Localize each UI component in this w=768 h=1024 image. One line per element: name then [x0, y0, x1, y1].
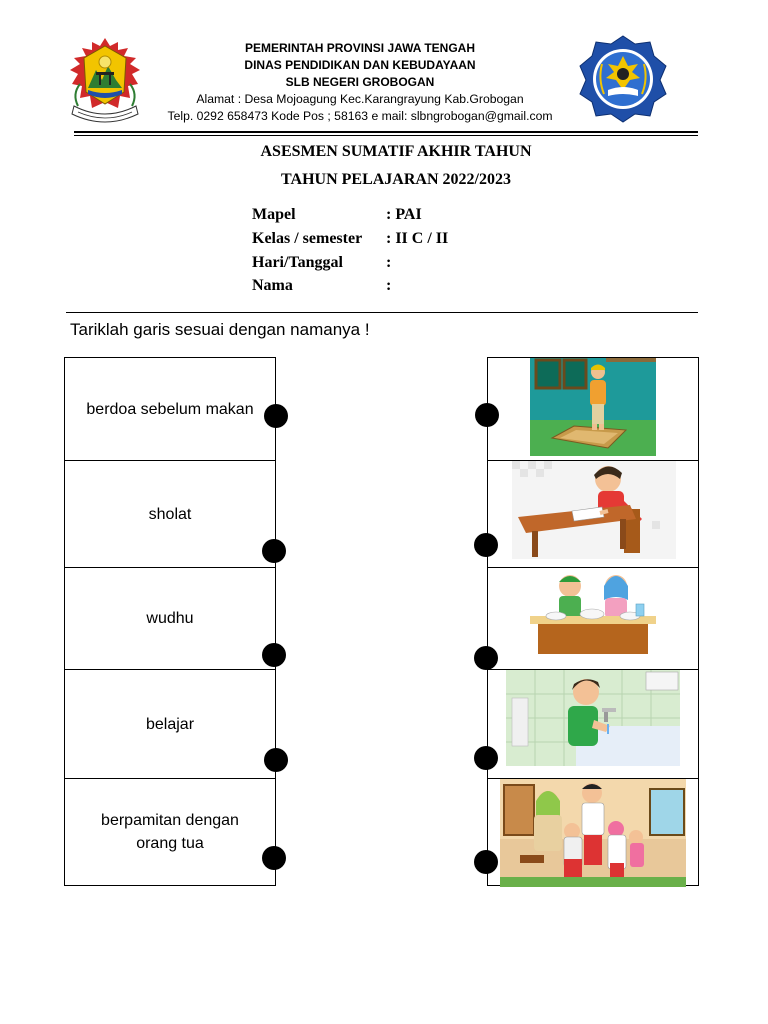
info-row-date — [252, 254, 552, 276]
government-name: PEMERINTAH PROVINSI JAWA TENGAH — [244, 41, 476, 55]
central-java-emblem-icon — [66, 36, 144, 128]
right-connector-dot[interactable] — [474, 850, 498, 874]
right-connector-dot[interactable] — [474, 746, 498, 770]
right-item-box — [487, 567, 699, 670]
info-label: Nama — [252, 277, 293, 294]
studying-boy-illustration-icon — [512, 461, 676, 559]
right-connector-dot[interactable] — [474, 533, 498, 557]
info-label: Hari/Tanggal — [252, 254, 343, 271]
right-item-box — [487, 357, 699, 461]
right-item-box — [487, 460, 699, 568]
left-item-label: sholat — [148, 505, 192, 523]
left-item-label: berdoa sebelum makan — [86, 400, 254, 418]
letterhead-text — [150, 40, 570, 125]
children-praying-before-meal-illustration-icon — [530, 570, 656, 660]
left-item-label: wudhu — [146, 610, 194, 627]
letterhead — [0, 0, 768, 140]
school-name: SLB NEGERI GROBOGAN — [285, 75, 435, 89]
left-connector-dot[interactable] — [262, 846, 286, 870]
education-emblem-icon — [578, 34, 668, 124]
children-saying-goodbye-to-parents-illustration-icon — [500, 779, 686, 887]
left-connector-dot[interactable] — [262, 539, 286, 563]
left-item-box — [64, 567, 276, 670]
academic-year: TAHUN PELAJARAN 2022/2023 — [281, 171, 511, 188]
info-value: : PAI — [386, 206, 422, 223]
info-row-name — [252, 277, 552, 299]
praying-boy-illustration-icon — [530, 358, 656, 456]
school-address: Alamat : Desa Mojoagung Kec.Karangrayung Kab.Grobogan — [196, 92, 524, 106]
left-item-box — [64, 460, 276, 568]
exam-title: ASESMEN SUMATIF AKHIR TAHUN — [260, 143, 532, 160]
info-label: Mapel — [252, 206, 296, 223]
letterhead-double-rule-thin — [74, 135, 698, 136]
left-item-label: belajar — [145, 715, 195, 733]
section-divider — [66, 312, 698, 313]
letterhead-double-rule — [74, 131, 698, 133]
left-connector-dot[interactable] — [264, 748, 288, 772]
right-item-box — [487, 669, 699, 779]
school-contact: Telp. 0292 658473 Kode Pos ; 58163 e mail: slbngrobogan@gmail.com — [167, 109, 553, 123]
info-row-subject — [252, 206, 552, 228]
right-connector-dot[interactable] — [474, 646, 498, 670]
instruction: Tariklah garis sesuai dengan namanya ! — [70, 320, 370, 339]
info-label: Kelas / semester — [252, 230, 363, 247]
agency-name: DINAS PENDIDIKAN DAN KEBUDAYAAN — [244, 58, 476, 72]
info-value: : — [386, 277, 392, 294]
info-row-class — [252, 230, 552, 252]
right-connector-dot[interactable] — [475, 403, 499, 427]
left-item-box — [64, 778, 276, 886]
right-item-box — [487, 778, 699, 886]
left-connector-dot[interactable] — [264, 404, 288, 428]
boy-washing-wudhu-illustration-icon — [506, 670, 680, 766]
left-item-box — [64, 357, 276, 461]
info-value: : II C / II — [386, 230, 449, 247]
left-connector-dot[interactable] — [262, 643, 286, 667]
info-value: : — [386, 254, 392, 271]
left-item-label: berpamitan dengan orang tua — [101, 812, 239, 852]
left-item-box — [64, 669, 276, 779]
